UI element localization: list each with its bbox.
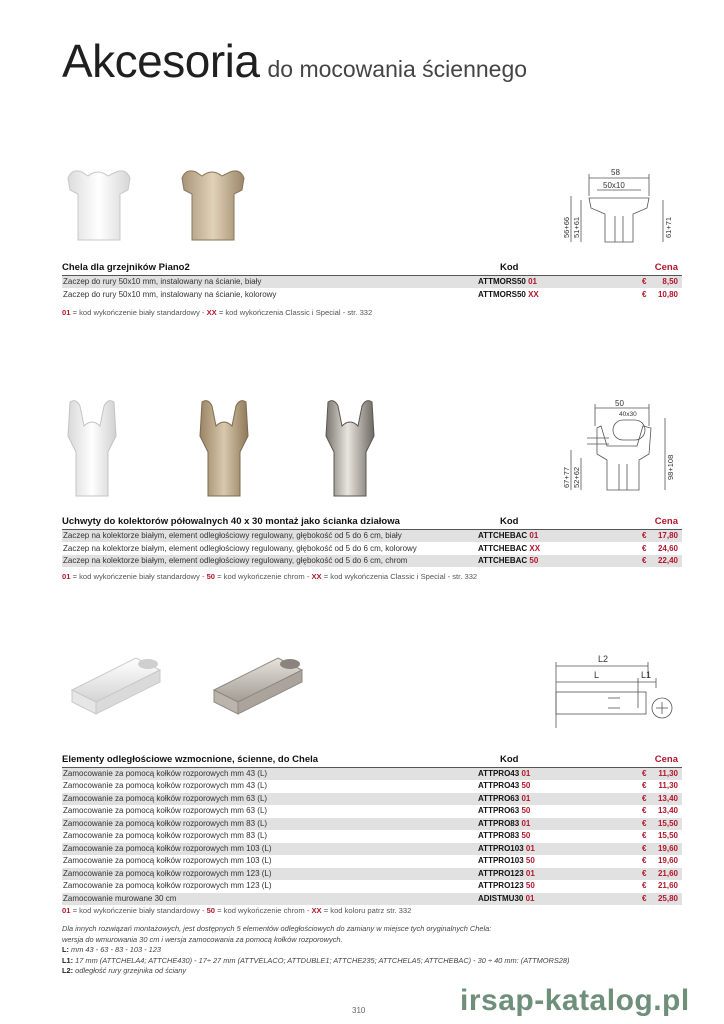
diagram-label: 56+66: [562, 216, 571, 238]
row-currency: €: [642, 806, 647, 816]
row-price: 15,50: [657, 831, 678, 841]
page-title: [62, 34, 527, 88]
row-currency: €: [642, 531, 647, 540]
row-price: 19,60: [657, 843, 678, 853]
row-description: Zamocowanie za pomocą kołków rozporowych mm 83 (L): [63, 818, 268, 828]
table-row: [62, 868, 682, 880]
row-code: ADISTMU30 01: [478, 893, 535, 903]
product-image-white-spacer: [66, 650, 166, 720]
row-currency: €: [642, 881, 647, 891]
row-description: Zamocowanie za pomocą kołków rozporowych mm 103 (L): [63, 843, 272, 853]
product-image-beige-clip: [174, 160, 254, 250]
row-currency: €: [642, 769, 647, 778]
row-code: ATTPRO83 50: [478, 831, 531, 841]
row-code: ATTPRO103 50: [478, 856, 535, 866]
row-description: Zamocowanie za pomocą kołków rozporowych mm 43 (L): [63, 769, 268, 778]
row-currency: €: [642, 856, 647, 866]
table-row: [62, 805, 682, 817]
finish-legend: 01 = kod wykończenie biały standardowy - XX = kod wykończenia Classic i Special - str. 332: [62, 308, 373, 317]
section-uchwyty-kolektorow: [62, 390, 682, 590]
table-row: [62, 289, 682, 301]
table-row: [62, 768, 682, 780]
section-header: [62, 262, 682, 276]
row-code: ATTPRO123 01: [478, 868, 535, 878]
diagram-label: 61+71: [664, 216, 673, 238]
code-column-header: Kod: [500, 262, 519, 273]
row-description: Zaczep na kolektorze białym, element odległościowy regulowany, głębokość od 5 do 6 cm, kolorowy: [63, 543, 417, 553]
row-currency: €: [642, 543, 647, 553]
row-price: 11,30: [658, 781, 678, 791]
technical-diagram-piano2: [559, 166, 684, 256]
row-price: 17,80: [657, 531, 678, 540]
row-code: ATTMORS50 01: [478, 277, 537, 286]
section-title: Chela dla grzejników Piano2: [62, 262, 190, 273]
diagram-label: 50x10: [603, 181, 625, 190]
table-row: [62, 530, 682, 542]
price-column-header: Cena: [654, 262, 678, 273]
row-currency: €: [642, 556, 647, 565]
row-description: Zaczep na kolektorze białym, element odległościowy regulowany, głębokość od 5 do 6 cm, biały: [63, 531, 402, 540]
section-title: Elementy odległościowe wzmocnione, ścienne, do Chela: [62, 754, 319, 765]
note-line: Dla innych rozwiązań montażowych, jest dostępnych 5 elementów odległościowych do zamiany w miejsce tych oryginalnych Chela:: [62, 924, 492, 933]
table-row: [62, 818, 682, 830]
section-chela-piano2: [62, 150, 682, 330]
diagram-label: 67+77: [562, 466, 571, 488]
row-description: Zamocowanie murowane 30 cm: [63, 893, 177, 903]
product-image-chrome-spacer: [208, 650, 308, 720]
row-code: ATTCHEBAC XX: [478, 543, 541, 553]
diagram-label: 98+108: [666, 454, 675, 480]
diagram-label: L2: [598, 654, 609, 664]
product-image-chrome-holder: [320, 396, 380, 501]
watermark: irsap-katalog.pl: [460, 984, 690, 1017]
section-elementy-odleglosciowe: [62, 640, 682, 922]
table-row: [62, 276, 682, 288]
row-description: Zamocowanie za pomocą kołków rozporowych mm 83 (L): [63, 831, 268, 841]
table-row: [62, 830, 682, 842]
row-code: ATTPRO123 50: [478, 881, 535, 891]
row-price: 11,30: [658, 769, 678, 778]
note-line: wersja do wmurowania 30 cm i wersja zamocowania za pomocą kołków rozporowych.: [62, 934, 343, 944]
diagram-label: 52+62: [572, 466, 581, 488]
code-column-header: Kod: [500, 754, 519, 765]
diagram-label: 51+61: [572, 216, 581, 238]
diagram-label: 58: [611, 168, 620, 177]
table-row: [62, 555, 682, 567]
row-code: ATTCHEBAC 01: [478, 531, 539, 540]
price-column-header: Cena: [654, 754, 678, 765]
row-code: ATTMORS50 XX: [478, 289, 539, 299]
row-price: 10,80: [657, 289, 678, 299]
title-main: Akcesoria: [62, 35, 260, 87]
row-description: Zamocowanie za pomocą kołków rozporowych mm 123 (L): [63, 868, 272, 878]
note-l: L: mm 43 - 63 - 83 - 103 - 123: [62, 945, 161, 954]
note-l1: L1: 17 mm (ATTCHELA4; ATTCHE430) - 17÷ 27 mm (ATTVELACO; ATTDUBLE1; ATTCHE235; ATTCHELA5; ATTCHEBAC) - 30 ÷ 40 mm: (ATTMORS28): [62, 955, 570, 965]
code-column-header: Kod: [500, 516, 519, 527]
table-row: [62, 793, 682, 805]
row-code: ATTPRO63 50: [478, 806, 531, 816]
row-price: 22,40: [657, 556, 678, 565]
row-code: ATTCHEBAC 50: [478, 556, 539, 565]
row-description: Zamocowanie za pomocą kołków rozporowych mm 123 (L): [63, 881, 272, 891]
diagram-label: 50: [615, 399, 624, 408]
row-description: Zamocowanie za pomocą kołków rozporowych mm 63 (L): [63, 793, 268, 803]
row-description: Zaczep na kolektorze białym, element odległościowy regulowany, głębokość od 5 do 6 cm, chrom: [63, 556, 408, 565]
row-currency: €: [642, 289, 647, 299]
row-code: ATTPRO83 01: [478, 818, 531, 828]
row-currency: €: [642, 843, 647, 853]
row-currency: €: [642, 277, 647, 286]
row-price: 13,40: [657, 793, 678, 803]
technical-diagram-collector-holder: [557, 398, 682, 498]
page-number: 310: [352, 1006, 366, 1015]
row-price: 19,60: [657, 856, 678, 866]
technical-diagram-spacer: [552, 648, 682, 738]
row-price: 24,60: [657, 543, 678, 553]
title-subtitle: do mocowania ściennego: [267, 56, 528, 82]
row-price: 21,60: [657, 868, 678, 878]
row-code: ATTPRO103 01: [478, 843, 535, 853]
note-l2: L2: odległość rury grzejnika od ściany: [62, 966, 187, 975]
row-currency: €: [642, 893, 647, 903]
diagram-label: L1: [641, 670, 652, 680]
section-title: Uchwyty do kolektorów półowalnych 40 x 30 montaż jako ścianka działowa: [62, 516, 400, 527]
product-image-beige-holder: [194, 396, 254, 501]
row-price: 8,50: [662, 277, 678, 286]
table-row: [62, 880, 682, 892]
row-description: Zamocowanie za pomocą kołków rozporowych mm 63 (L): [63, 806, 268, 816]
row-description: Zamocowanie za pomocą kołków rozporowych mm 43 (L): [63, 781, 268, 791]
row-currency: €: [642, 868, 647, 878]
row-currency: €: [642, 793, 647, 803]
row-code: ATTPRO43 01: [478, 769, 531, 778]
diagram-label: 40x30: [619, 411, 637, 418]
row-description: Zamocowanie za pomocą kołków rozporowych mm 103 (L): [63, 856, 272, 866]
table-row: [62, 843, 682, 855]
diagram-label: L: [594, 670, 600, 680]
table-row: [62, 893, 682, 905]
price-column-header: Cena: [654, 516, 678, 527]
row-code: ATTPRO63 01: [478, 793, 531, 803]
row-price: 25,80: [657, 893, 678, 903]
row-description: Zaczep do rury 50x10 mm, instalowany na ścianie, kolorowy: [63, 289, 277, 299]
row-currency: €: [642, 781, 647, 791]
finish-legend: 01 = kod wykończenie biały standardowy - 50 = kod wykończenie chrom - XX = kod wykończenia Classic i Special - str. 332: [62, 572, 478, 581]
table-row: [62, 543, 682, 555]
finish-legend: 01 = kod wykończenie biały standardowy - 50 = kod wykończenie chrom - XX = kod koloru patrz str. 332: [62, 906, 412, 915]
product-image-white-holder: [62, 396, 122, 501]
row-price: 13,40: [657, 806, 678, 816]
row-currency: €: [642, 818, 647, 828]
section-header: [62, 516, 682, 530]
table-row: [62, 855, 682, 867]
table-row: [62, 780, 682, 792]
section-header: [62, 754, 682, 768]
footnotes: [62, 924, 662, 977]
row-description: Zaczep do rury 50x10 mm, instalowany na ścianie, biały: [63, 277, 262, 286]
product-image-white-clip: [62, 160, 137, 250]
row-currency: €: [642, 831, 647, 841]
row-price: 21,60: [657, 881, 678, 891]
row-code: ATTPRO43 50: [478, 781, 531, 791]
row-price: 15,50: [657, 818, 678, 828]
